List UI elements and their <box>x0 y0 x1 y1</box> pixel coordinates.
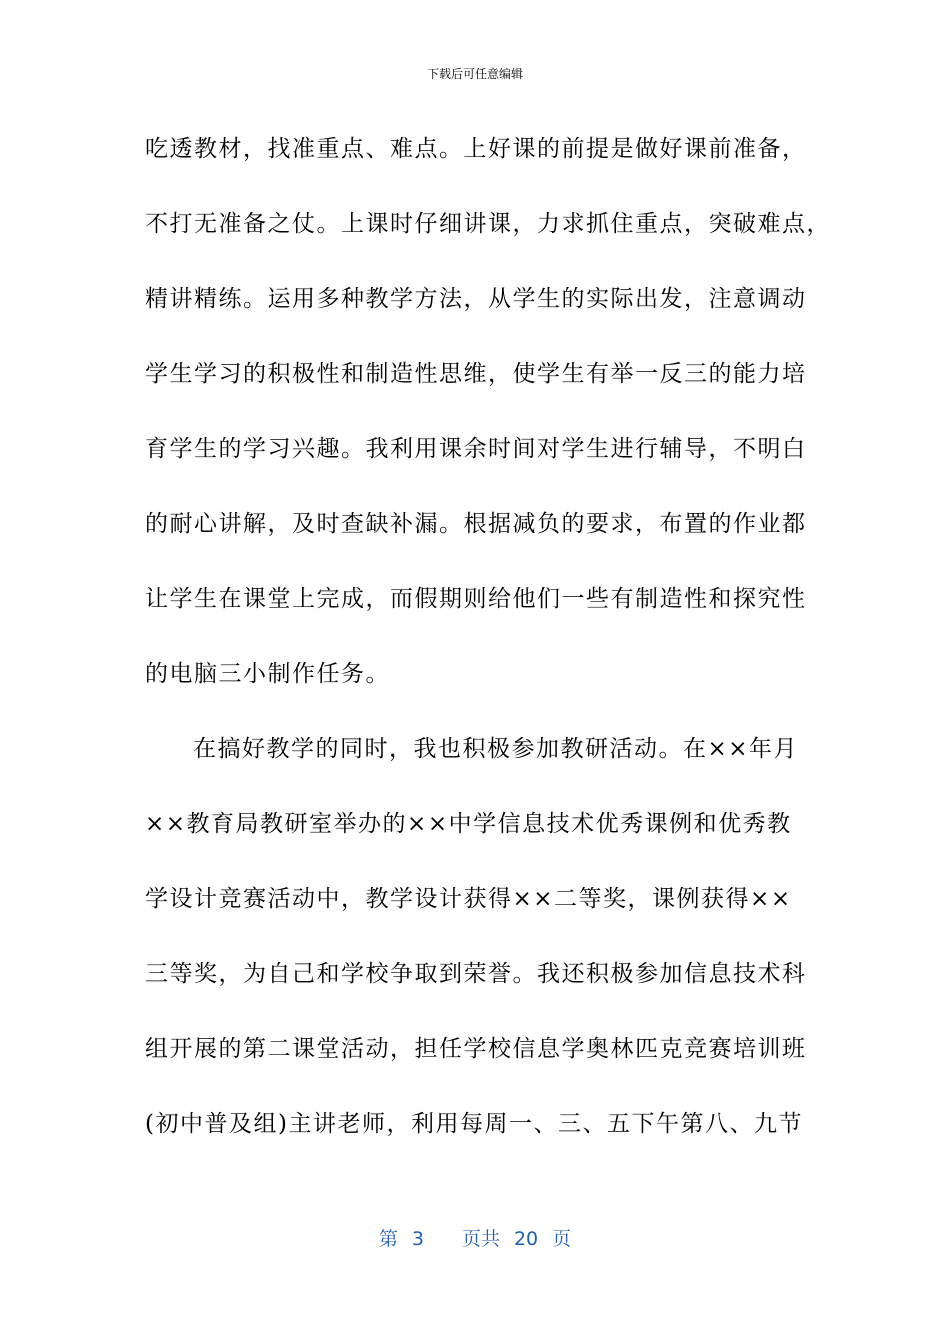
document-body <box>145 112 831 1162</box>
body-line: 育学生的学习兴趣。我利用课余时间对学生进行辅导，不明白 <box>145 436 807 462</box>
body-line: 组开展的第二课堂活动，担任学校信息学奥林匹克竞赛培训班 <box>145 1036 807 1062</box>
body-line: 学设计竞赛活动中，教学设计获得××二等奖，课例获得×× <box>145 886 792 912</box>
footer-page-number: 3 <box>411 1228 424 1250</box>
page-header <box>0 66 950 82</box>
body-line: 三等奖，为自己和学校争取到荣誉。我还积极参加信息技术科 <box>145 961 807 987</box>
body-line: 学生学习的积极性和制造性思维，使学生有举一反三的能力培 <box>145 361 807 387</box>
page-footer <box>0 1226 950 1252</box>
footer-total-pages: 20 <box>513 1228 539 1250</box>
body-line: (初中普及组)主讲老师，利用每周一、三、五下午第八、九节 <box>145 1111 803 1137</box>
body-line: 精讲精练。运用多种教学方法，从学生的实际出发，注意调动 <box>145 286 807 312</box>
body-line: 吃透教材，找准重点、难点。上好课的前提是做好课前准备， <box>145 136 807 162</box>
paragraph-start-line: 在搞好教学的同时，我也积极参加教研活动。在××年月 <box>193 736 799 762</box>
header-text: 下载后可任意编辑 <box>426 67 523 81</box>
body-line: 让学生在课堂上完成，而假期则给他们一些有制造性和探究性 <box>145 586 807 612</box>
footer-suffix: 页 <box>552 1228 572 1250</box>
body-line: 的耐心讲解，及时查缺补漏。根据减负的要求，布置的作业都 <box>145 511 807 537</box>
body-line: ××教育局教研室举办的××中学信息技术优秀课例和优秀教 <box>145 811 792 837</box>
body-line: 的电脑三小制作任务。 <box>145 661 390 687</box>
footer-middle: 页共 <box>461 1228 500 1250</box>
footer-prefix: 第 <box>378 1228 398 1250</box>
body-line: 不打无准备之仗。上课时仔细讲课，力求抓住重点，突破难点， <box>145 211 831 237</box>
